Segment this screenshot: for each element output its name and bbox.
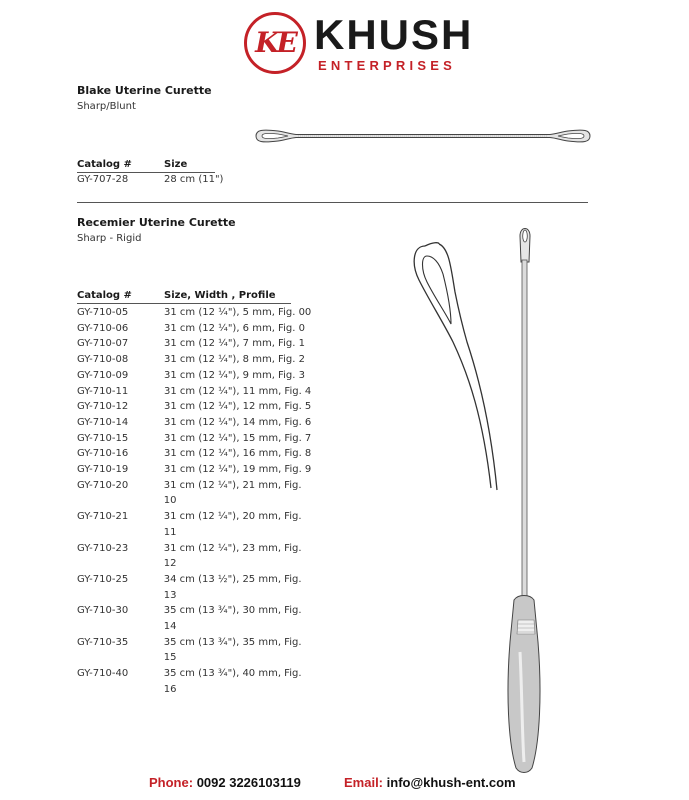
row-catalog: GY-710-23 — [77, 542, 129, 554]
row-size: 31 cm (12 ¼"), 5 mm, Fig. 00 — [164, 307, 312, 318]
row-catalog: GY-710-06 — [77, 322, 129, 334]
table-row — [77, 352, 317, 368]
product1-header-size: Size — [164, 159, 188, 170]
phone-label: Phone: — [149, 775, 194, 790]
row-size: 31 cm (12 ¼"), 19 mm, Fig. 9 — [164, 464, 312, 476]
product2-header-catalog: Catalog # — [77, 290, 132, 301]
contact-email — [344, 775, 516, 790]
brand-tagline: ENTERPRISES — [318, 58, 456, 73]
row-catalog: GY-710-05 — [77, 307, 129, 318]
table-row — [77, 462, 317, 478]
curette-tip-detail-image — [405, 238, 515, 498]
row-size: 31 cm (12 ¼"), 14 mm, Fig. 6 — [164, 416, 312, 428]
row-catalog: GY-710-19 — [77, 464, 129, 476]
row-size: 31 cm (12 ¼"), 9 mm, Fig. 3 — [164, 369, 305, 381]
row-size: 35 cm (13 ¾"), 40 mm, Fig. 16 — [163, 668, 302, 695]
table-row — [77, 666, 317, 697]
email-label: Email: — [344, 775, 384, 790]
product2-table — [77, 305, 317, 698]
row-catalog: GY-710-20 — [77, 479, 129, 491]
row-size: 31 cm (12 ¼"), 6 mm, Fig. 0 — [164, 322, 305, 334]
table-row — [77, 321, 317, 337]
table-row — [77, 446, 317, 462]
row-size: 31 cm (12 ¼"), 11 mm, Fig. 4 — [164, 385, 312, 397]
row-size: 35 cm (13 ¾"), 35 mm, Fig. 15 — [163, 636, 302, 664]
row-size: 31 cm (12 ¼"), 16 mm, Fig. 8 — [164, 448, 312, 460]
section-divider — [77, 202, 588, 203]
phone-number[interactable]: 0092 3226103119 — [196, 775, 301, 790]
table-row-catalog: GY-707-28 — [77, 174, 129, 185]
blake-curette-image — [250, 122, 595, 150]
row-size: 31 cm (12 ¼"), 12 mm, Fig. 5 — [164, 401, 312, 413]
contact-phone — [149, 775, 301, 790]
row-size: 31 cm (12 ¼"), 23 mm, Fig. 12 — [163, 542, 302, 570]
row-catalog: GY-710-09 — [77, 369, 129, 381]
row-size: 31 cm (12 ¼"), 8 mm, Fig. 2 — [164, 354, 305, 366]
row-catalog: GY-710-07 — [77, 338, 129, 350]
row-catalog: GY-710-11 — [77, 385, 129, 397]
row-catalog: GY-710-08 — [77, 354, 129, 366]
table-row — [77, 635, 317, 666]
email-address[interactable]: info@khush-ent.com — [386, 775, 516, 790]
table-row — [77, 541, 317, 572]
row-catalog: GY-710-14 — [77, 416, 129, 428]
row-size: 34 cm (13 ½"), 25 mm, Fig. 13 — [163, 573, 302, 601]
row-size: 31 cm (12 ¼"), 20 mm, Fig. 11 — [163, 511, 302, 538]
table-row — [77, 336, 317, 352]
product1-subtitle: Sharp/Blunt — [77, 101, 136, 112]
product2-subtitle: Sharp - Rigid — [77, 233, 142, 244]
row-catalog: GY-710-25 — [77, 573, 129, 585]
row-size: 31 cm (12 ¼"), 15 mm, Fig. 7 — [164, 432, 312, 444]
table-row — [77, 368, 317, 384]
row-catalog: GY-710-15 — [77, 432, 129, 444]
table-row — [77, 603, 317, 634]
table-row — [77, 572, 317, 603]
recamier-curette-image — [500, 222, 560, 774]
product2-header-rule — [77, 303, 291, 304]
row-catalog: GY-710-21 — [77, 511, 129, 523]
table-row-size: 28 cm (11") — [164, 174, 224, 185]
row-size: 35 cm (13 ¾"), 30 mm, Fig. 14 — [163, 605, 302, 633]
table-row — [77, 415, 317, 431]
row-catalog: GY-710-30 — [77, 605, 129, 617]
table-row — [77, 384, 317, 400]
product2-title: Recemier Uterine Curette — [77, 216, 236, 229]
row-catalog: GY-710-40 — [77, 668, 129, 680]
table-row — [77, 431, 317, 447]
row-size: 31 cm (12 ¼"), 7 mm, Fig. 1 — [164, 338, 305, 350]
product2-header-size: Size, Width , Profile — [164, 290, 276, 301]
table-row — [77, 399, 317, 415]
logo-monogram: KE — [255, 26, 295, 59]
product1-title: Blake Uterine Curette — [77, 84, 212, 97]
row-catalog: GY-710-12 — [77, 401, 129, 413]
row-catalog: GY-710-16 — [77, 448, 129, 460]
table-row — [77, 478, 317, 509]
table-row — [77, 509, 317, 540]
row-size: 31 cm (12 ¼"), 21 mm, Fig. 10 — [163, 479, 302, 507]
brand-name: KHUSH — [314, 11, 474, 58]
product1-header-catalog: Catalog # — [77, 159, 132, 170]
row-catalog: GY-710-35 — [77, 636, 129, 648]
table-row — [77, 305, 317, 321]
